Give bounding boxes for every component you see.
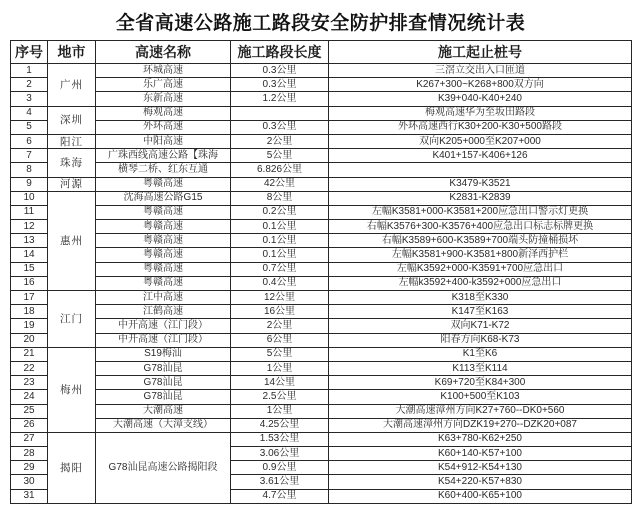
serial-cell: 1: [11, 64, 48, 78]
serial-cell: 12: [11, 220, 48, 234]
stake-range-cell: K69+720至K84+300: [329, 376, 632, 390]
stake-range-cell: K147至K163: [329, 305, 632, 319]
serial-cell: 17: [11, 291, 48, 305]
length-cell: 2.5公里: [231, 390, 329, 404]
stake-range-cell: K54+220-K57+830: [329, 475, 632, 489]
serial-cell: 4: [11, 106, 48, 120]
stake-range-cell: K100+500至K103: [329, 390, 632, 404]
serial-cell: 2: [11, 78, 48, 92]
highway-name-cell: 环城高速: [96, 64, 231, 78]
length-cell: 12公里: [231, 291, 329, 305]
stake-range-cell: 大潮高速漳州方向K27+760--DK0+560: [329, 404, 632, 418]
page-title: 全省高速公路施工路段安全防护排查情况统计表: [115, 13, 526, 34]
length-cell: 0.4公里: [231, 276, 329, 290]
stake-range-cell: K63+780-K62+250: [329, 432, 632, 446]
length-cell: 4.25公里: [231, 418, 329, 432]
highway-name-cell: 江中高速: [96, 291, 231, 305]
length-cell: 3.61公里: [231, 475, 329, 489]
length-cell: 0.1公里: [231, 234, 329, 248]
highway-name-cell: G78汕昆: [96, 390, 231, 404]
length-cell: 42公里: [231, 177, 329, 191]
serial-cell: 7: [11, 149, 48, 163]
stake-range-cell: K267+300~K268+800双方向: [329, 78, 632, 92]
serial-cell: 5: [11, 120, 48, 134]
serial-cell: 18: [11, 305, 48, 319]
table-row: [11, 163, 632, 177]
highway-name-cell: 东新高速: [96, 92, 231, 106]
length-cell: 0.1公里: [231, 248, 329, 262]
highway-name-cell: 横琴二桥、红东互通: [96, 163, 231, 177]
length-cell: 2公里: [231, 134, 329, 148]
stake-range-cell: 梅观高速华为至坂田路段: [329, 106, 632, 120]
highway-name-cell: 大潮高速: [96, 404, 231, 418]
serial-cell: 10: [11, 191, 48, 205]
serial-cell: 19: [11, 319, 48, 333]
serial-cell: 11: [11, 205, 48, 219]
table-row: [11, 390, 632, 404]
serial-cell: 28: [11, 447, 48, 461]
table-row: [11, 205, 632, 219]
city-cell: 广州: [48, 64, 96, 107]
length-cell: 0.9公里: [231, 461, 329, 475]
highway-name-cell: 中阳高速: [96, 134, 231, 148]
serial-cell: 23: [11, 376, 48, 390]
highway-name-cell: 粤赣高速: [96, 220, 231, 234]
length-cell: 5公里: [231, 347, 329, 361]
highway-name-cell: G78汕昆高速公路揭阳段: [96, 432, 231, 503]
length-cell: 1公里: [231, 361, 329, 375]
length-cell: 5公里: [231, 149, 329, 163]
highway-name-cell: 中开高速（江门段）: [96, 319, 231, 333]
highway-name-cell: 粤赣高速: [96, 205, 231, 219]
stake-range-cell: 三滘立交出入口匝道: [329, 64, 632, 78]
table-row: [11, 347, 632, 361]
stake-range-cell: 阳春方向K68-K73: [329, 333, 632, 347]
city-cell: 梅州: [48, 347, 96, 432]
highway-name-cell: 粤赣高速: [96, 248, 231, 262]
highway-name-cell: 粤赣高速: [96, 276, 231, 290]
stake-range-cell: K318至K330: [329, 291, 632, 305]
length-cell: 1公里: [231, 404, 329, 418]
highway-name-cell: 粤赣高速: [96, 177, 231, 191]
serial-cell: 15: [11, 262, 48, 276]
serial-cell: 31: [11, 489, 48, 503]
header-row: [11, 41, 632, 64]
serial-cell: 3: [11, 92, 48, 106]
stake-range-cell: 左幅K3581+000-K3581+200应急出口警示灯更换: [329, 205, 632, 219]
stake-range-cell: 左幅K3592+000-K3591+700应急出口: [329, 262, 632, 276]
highway-name-cell: G78汕昆: [96, 361, 231, 375]
table-row: [11, 92, 632, 106]
city-cell: 江门: [48, 291, 96, 348]
stake-range-cell: K401+157-K406+126: [329, 149, 632, 163]
stake-range-cell: 大潮高速漳州方向DZK19+270--DZK20+087: [329, 418, 632, 432]
table-row: [11, 291, 632, 305]
highway-name-cell: 大潮高速（大漳支线）: [96, 418, 231, 432]
highway-name-cell: G78汕昆: [96, 376, 231, 390]
highway-name-cell: 广珠西线高速公路【珠海: [96, 149, 231, 163]
length-cell: 0.3公里: [231, 64, 329, 78]
table-row: [11, 134, 632, 148]
table-row: [11, 220, 632, 234]
length-cell: 8公里: [231, 191, 329, 205]
highway-name-cell: 乐广高速: [96, 78, 231, 92]
stake-range-cell: 双向K205+000至K207+000: [329, 134, 632, 148]
stake-range-cell: 左幅K3581+900-K3581+800新泽西护栏: [329, 248, 632, 262]
highway-name-cell: S19梅汕: [96, 347, 231, 361]
stake-range-cell: 双向K71-K72: [329, 319, 632, 333]
stake-range-cell: K3479-K3521: [329, 177, 632, 191]
city-cell: 揭阳: [48, 432, 96, 503]
table-row: [11, 120, 632, 134]
serial-cell: 26: [11, 418, 48, 432]
highway-name-cell: 江鹤高速: [96, 305, 231, 319]
highway-name-cell: 中开高速（江门段）: [96, 333, 231, 347]
stake-range-cell: K60+400-K65+100: [329, 489, 632, 503]
stake-range-cell: K39+040-K40+240: [329, 92, 632, 106]
serial-cell: 20: [11, 333, 48, 347]
table-row: [11, 262, 632, 276]
serial-cell: 25: [11, 404, 48, 418]
stake-range-cell: K2831-K2839: [329, 191, 632, 205]
serial-cell: 29: [11, 461, 48, 475]
serial-cell: 22: [11, 361, 48, 375]
length-cell: 0.3公里: [231, 78, 329, 92]
length-cell: 6.826公里: [231, 163, 329, 177]
serial-cell: 24: [11, 390, 48, 404]
length-cell: 3.06公里: [231, 447, 329, 461]
length-cell: 0.1公里: [231, 220, 329, 234]
highway-name-cell: 粤赣高速: [96, 234, 231, 248]
length-cell: 0.7公里: [231, 262, 329, 276]
serial-cell: 13: [11, 234, 48, 248]
city-cell: 珠海: [48, 149, 96, 177]
table-row: [11, 149, 632, 163]
length-cell: 14公里: [231, 376, 329, 390]
header-city: 地市: [48, 41, 96, 64]
length-cell: 0.3公里: [231, 120, 329, 134]
table-row: [11, 305, 632, 319]
length-cell: 6公里: [231, 333, 329, 347]
stake-range-cell: 外环高速西行K30+200-K30+500路段: [329, 120, 632, 134]
header-serial: 序号: [11, 41, 48, 64]
city-cell: 河源: [48, 177, 96, 191]
serial-cell: 6: [11, 134, 48, 148]
table-row: [11, 432, 632, 446]
highway-name-cell: 梅观高速: [96, 106, 231, 120]
serial-cell: 27: [11, 432, 48, 446]
serial-cell: 8: [11, 163, 48, 177]
inspection-table: [10, 40, 632, 504]
table-row: [11, 418, 632, 432]
serial-cell: 30: [11, 475, 48, 489]
stake-range-cell: K1至K6: [329, 347, 632, 361]
length-cell: 1.2公里: [231, 92, 329, 106]
stake-range-cell: K60+140-K57+100: [329, 447, 632, 461]
highway-name-cell: 粤赣高速: [96, 262, 231, 276]
serial-cell: 14: [11, 248, 48, 262]
serial-cell: 16: [11, 276, 48, 290]
table-row: [11, 404, 632, 418]
length-cell: 16公里: [231, 305, 329, 319]
table-row: [11, 276, 632, 290]
table-row: [11, 234, 632, 248]
length-cell: 2公里: [231, 319, 329, 333]
stake-range-cell: 右幅K3576+300-K3576+400应急出口标志标牌更换: [329, 220, 632, 234]
stake-range-cell: 右幅K3589+600-K3589+700端头防撞桶损坏: [329, 234, 632, 248]
length-cell: [231, 106, 329, 120]
city-cell: 深圳: [48, 106, 96, 134]
table-row: [11, 64, 632, 78]
highway-name-cell: 沈海高速公路G15: [96, 191, 231, 205]
table-row: [11, 361, 632, 375]
length-cell: 1.53公里: [231, 432, 329, 446]
city-cell: 惠州: [48, 191, 96, 290]
length-cell: 4.7公里: [231, 489, 329, 503]
city-cell: 阳江: [48, 134, 96, 148]
table-row: [11, 177, 632, 191]
table-row: [11, 248, 632, 262]
header-highway: 高速名称: [96, 41, 231, 64]
stake-range-cell: [329, 163, 632, 177]
table-body: [11, 64, 632, 504]
table-row: [11, 376, 632, 390]
highway-name-cell: 外环高速: [96, 120, 231, 134]
stake-range-cell: 左幅k3592+400-k3592+000应急出口: [329, 276, 632, 290]
serial-cell: 21: [11, 347, 48, 361]
table-row: [11, 333, 632, 347]
stake-range-cell: K54+912-K54+130: [329, 461, 632, 475]
stake-range-cell: K113至K114: [329, 361, 632, 375]
header-stake-range: 施工起止桩号: [329, 41, 632, 64]
table-row: [11, 319, 632, 333]
table-row: [11, 78, 632, 92]
table-row: [11, 191, 632, 205]
table-row: [11, 106, 632, 120]
serial-cell: 9: [11, 177, 48, 191]
header-length: 施工路段长度: [231, 41, 329, 64]
length-cell: 0.2公里: [231, 205, 329, 219]
